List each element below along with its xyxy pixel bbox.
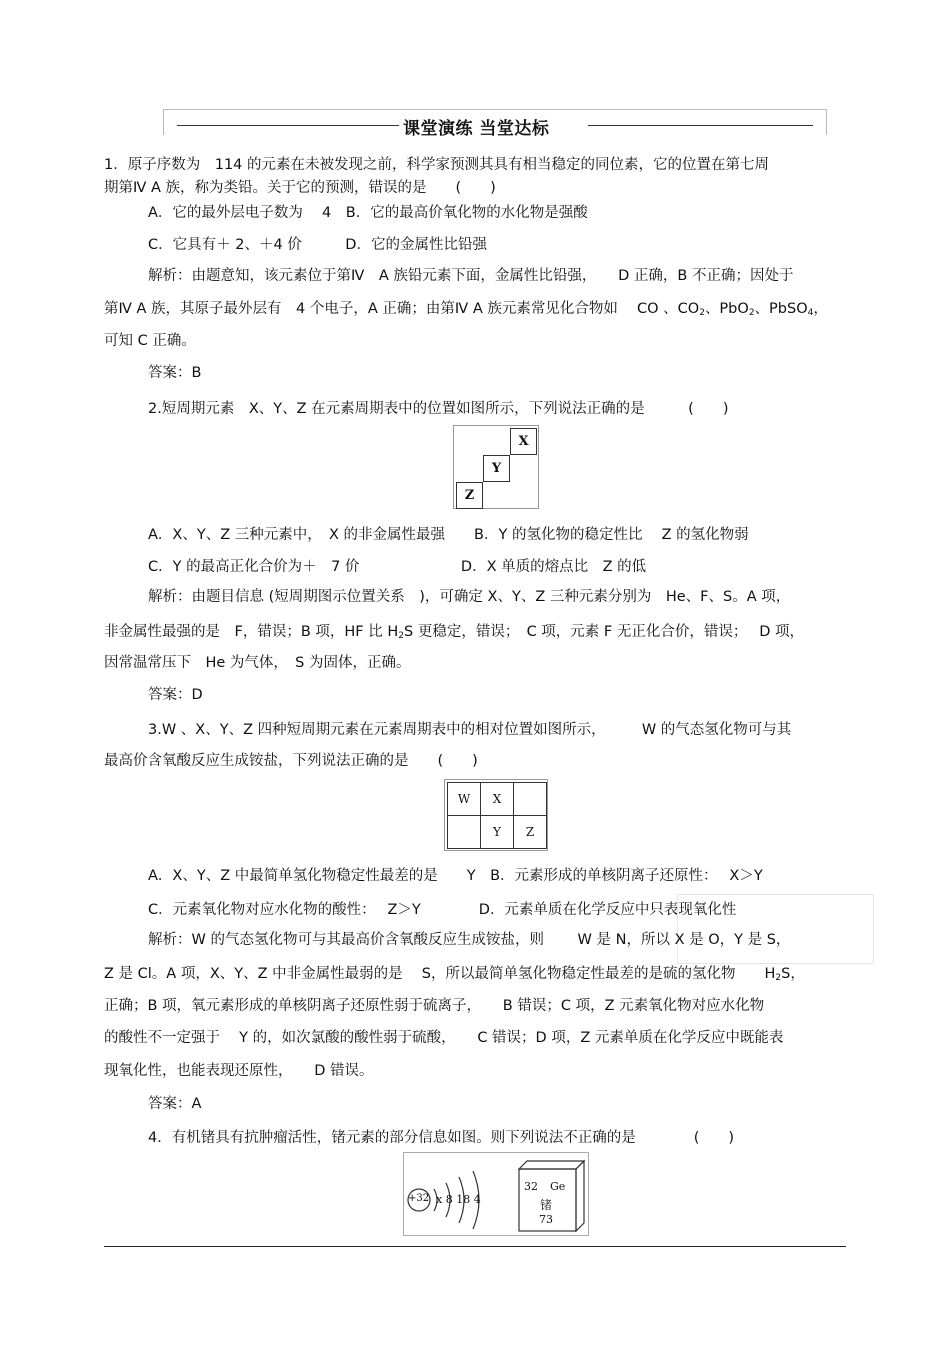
section-title: 课堂演练 当堂达标 [403,119,550,139]
q1-options-ab: A．它的最外层电子数为 4 B．它的最高价氧化物的水化物是强酸 [148,205,588,221]
q4-figure [403,1152,589,1236]
q3-options-cd: C．元素氧化物对应水化物的酸性： Z＞Y D．元素单质在化学反应中只表现氧化性 [148,902,737,918]
ge-electron-shells: x 8 18 4 [436,1193,481,1206]
germanium-atom-diagram [404,1153,590,1237]
q2-cell-x: X [510,428,537,455]
q2-explanation-line2: 非金属性最强的是 F，错误；B 项，HF 比 $H_2S$ 更稳定，错误； C 项，元素 F 无正化合价，错误； D 项， [104,624,804,641]
q3-explanation-line5: 现氧化性，也能表现还原性， D 错误。 [104,1063,374,1079]
q2-answer: 答案：D [148,687,203,703]
q3-cell-y: Y [480,815,514,849]
q3-cell-w: W [447,782,481,816]
ge-symbol: Ge [550,1180,566,1193]
q3-cell-empty1 [513,782,547,816]
header-rule-right [588,125,813,126]
q1-explanation-line2: 第Ⅳ A 族，其原子最外层有 4 个电子，A 正确；由第Ⅳ A 族元素常见化合物如 CO 、$CO_2$、PbO$_2$、PbSO$_4$， [104,301,828,318]
q3-options-ab: A．X、Y、Z 中最简单氢化物稳定性最差的是 Y B．元素形成的单核阴离子还原性： X＞Y [148,868,763,884]
q3-explanation-line1: 解析：W 的气态氢化物可与其最高价含氧酸反应生成铵盐，则 W 是 N，所以 X 是 O，Y 是 S， [148,932,791,948]
q3-explanation-line2: Z 是 Cl。A 项，X、Y、Z 中非金属性最弱的是 S，所以最简单氢化物稳定性最差的是硫的氢化物 $H_2S$， [104,966,805,983]
q3-answer: 答案：A [148,1096,202,1112]
q3-periodic-figure [444,779,548,851]
q1-explanation-line1: 解析：由题意知，该元素位于第Ⅳ A 族铅元素下面，金属性比铅强， D 正确，B 不正确；因处于 [148,268,794,284]
q3-cell-z: Z [513,815,547,849]
q3-cell-empty2 [447,815,481,849]
header-rule-left [177,125,399,126]
q3-cell-x: X [480,782,514,816]
q2-stem: 2.短周期元素 X、Y、Z 在元素周期表中的位置如图所示，下列说法正确的是 ( ) [148,401,729,417]
q1-stem-line2: 期第Ⅳ A 族，称为类铅。关于它的预测，错误的是 ( ) [104,180,496,196]
ge-name: 锗 [540,1198,553,1212]
q1-stem-line1: 1．原子序数为 114 的元素在未被发现之前，科学家预测其具有相当稳定的同位素，它的位置在第七周 [104,157,770,173]
q1-answer: 答案：B [148,365,202,381]
ge-mass: 73 [539,1213,553,1226]
q3-stem-line2: 最高价含氧酸反应生成铵盐，下列说法正确的是 ( ) [104,753,478,769]
q3-explanation-line3: 正确；B 项，氧元素形成的单核阴离子还原性弱于硫离子， B 错误；C 项，Z 元素氧化物对应水化物 [104,998,765,1014]
q4-stem: 4．有机锗具有抗肿瘤活性，锗元素的部分信息如图。则下列说法不正确的是 ( ) [148,1130,735,1146]
ge-atomic-number: 32 [524,1180,538,1193]
q1-options-cd: C．它具有＋ 2、＋4 价 D．它的金属性比铅强 [148,237,487,253]
q2-explanation-line1: 解析：由题目信息 (短周期图示位置关系 )，可确定 X、Y、Z 三种元素分别为 He、F、S。A 项， [148,589,791,605]
q2-cell-z: Z [456,482,483,509]
ge-nucleus-charge: +32 [408,1193,430,1204]
q2-options-cd: C．Y 的最高正化合价为＋ 7 价 D．X 单质的熔点比 Z 的低 [148,559,647,575]
q3-stem-line1: 3.W 、X、Y、Z 四种短周期元素在元素周期表中的相对位置如图所示， W 的气态氢化物可与其 [148,722,792,738]
q2-periodic-figure [453,425,539,509]
q3-explanation-line4: 的酸性不一定强于 Y 的，如次氯酸的酸性弱于硫酸， C 错误；D 项，Z 元素单质在化学反应中既能表 [104,1030,784,1046]
q2-explanation-line3: 因常温常压下 He 为气体， S 为固体，正确。 [104,655,411,671]
q2-cell-y: Y [483,455,510,482]
q2-options-ab: A．X、Y、Z 三种元素中， X 的非金属性最强 B．Y 的氢化物的稳定性比 Z 的氢化物弱 [148,527,749,543]
q1-explanation-line3: 可知 C 正确。 [104,333,196,349]
bottom-rule [104,1246,846,1247]
